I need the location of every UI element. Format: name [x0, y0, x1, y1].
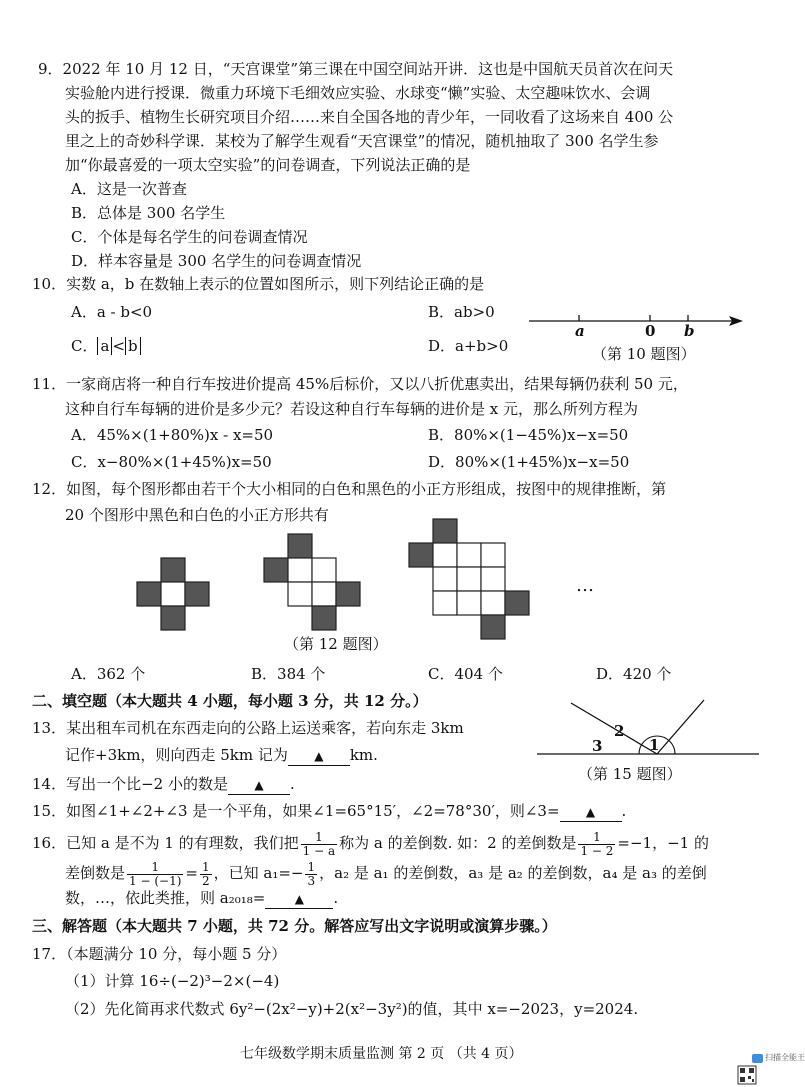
watermark-text: 扫描全能王 [765, 1053, 805, 1062]
number-line-label-b: b [684, 322, 695, 340]
q16-answer-blank[interactable]: ▲ [265, 889, 333, 909]
q12-figure-1 [136, 557, 212, 633]
q11-option-a: A．45%×(1+80%)x - x=50 [71, 426, 274, 444]
q16-line-1: 16．已知 a 是不为 1 的有理数，我们把 $\frac{1}{1 - a}$ 称为 a 的差倒数. 如：2 的差倒数是 $\frac{1}{1 - 2}$ =−1，−1 的 [32, 829, 709, 858]
q10-option-c: C． a < b [71, 334, 141, 358]
q13-line-1: 13．某出租车司机在东西走向的公路上运送乘客，若向东走 3km [32, 719, 464, 737]
q14-line: 14．写出一个比−2 小的数是 ▲ . [32, 775, 295, 793]
q16-fraction-definition: $\frac{1}{1 - a}$ [302, 829, 336, 858]
q16-fraction-example: $\frac{1}{1 - 2}$ [580, 829, 614, 858]
q10-option-a: A．a - b<0 [71, 303, 153, 321]
section-2-heading: 二、填空题（本大题共 4 小题，每小题 3 分，共 12 分。） [32, 692, 428, 710]
q11-option-b: B．80%×(1−45%)x−x=50 [428, 426, 629, 444]
q14-answer-blank[interactable]: ▲ [228, 775, 290, 795]
q9-option-b: B．总体是 300 名学生 [71, 204, 226, 222]
q16-fraction-half: $\frac{1}{2}$ [201, 859, 210, 888]
q12-ellipsis: … [576, 575, 594, 596]
q9-stem-line-5: 加“你最喜爱的一项太空实验”的问卷调查，下列说法正确的是 [65, 156, 471, 174]
q10-option-b: B．ab>0 [428, 303, 495, 321]
q11-stem-line-2: 这种自行车每辆的进价是多少元？若设这种自行车每辆的进价是 x 元，那么所列方程为 [65, 400, 638, 418]
q17-part-2: （2）先化简再求代数式 6y²−(2x²−y)+2(x²−3y²)的值，其中 x=−2023，y=2024. [65, 1000, 639, 1018]
q12-figure-2 [263, 533, 365, 635]
q11-option-c: C．x−80%×(1+45%)x=50 [71, 453, 272, 471]
q15-angle-figure [533, 697, 763, 767]
number-line-label-a: a [575, 322, 585, 340]
q12-caption: （第 12 题图） [284, 635, 388, 653]
q10-caption: （第 10 题图） [592, 345, 696, 363]
number-line-figure [525, 308, 750, 348]
q17-part-1: （1）计算 16÷(−2)³−2×(−4) [65, 972, 280, 990]
q11-stem-line-1: 11．一家商店将一种自行车按进价提高 45%后标价，又以八折优惠卖出，结果每辆仍获利 50 元， [32, 375, 688, 393]
q10-option-d: D．a+b>0 [428, 337, 509, 355]
number-line-label-0: 0 [645, 322, 656, 340]
q12-figure-3 [408, 518, 536, 646]
q16-line-2: 差倒数是 $\frac{1}{1 - (-1)}$ = $\frac{1}{2}$ ，已知 a₁=− $\frac{1}{3}$ ，a₂ 是 a₁ 的差倒数，a₃ 是 a₂ 的差倒数，a₄ 是 a₃ 的差倒 [65, 859, 707, 888]
section-3-heading: 三、解答题（本大题共 7 小题，共 72 分。解答应写出文字说明或演算步骤。） [32, 917, 557, 935]
q15-line: 15．如图∠1+∠2+∠3 是一个平角，如果∠1=65°15′，∠2=78°30′，则∠3= ▲ . [32, 802, 627, 820]
q16-fraction-neg-one: $\frac{1}{1 - (-1)}$ [129, 859, 182, 888]
q12-stem-line-2: 20 个图形中黑色和白色的小正方形共有 [65, 506, 329, 524]
q9-option-a: A．这是一次普查 [71, 180, 187, 198]
q12-option-c: C．404 个 [428, 665, 503, 683]
q13-line-2: 记作+3km，则向西走 5km 记为 ▲ km. [65, 746, 378, 764]
q9-stem-line-3: 头的扳手、植物生长研究项目介绍……来自全国各地的青少年，一同收看了这场来自 400 公 [65, 108, 674, 126]
q10-stem: 10．实数 a，b 在数轴上表示的位置如图所示，则下列结论正确的是 [32, 275, 485, 293]
q15-caption: （第 15 题图） [578, 765, 682, 783]
q16-fraction-third: $\frac{1}{3}$ [307, 859, 316, 888]
q12-stem-line-1: 12．如图，每个图形都由若干个大小相同的白色和黑色的小正方形组成，按图中的规律推断，第 [32, 480, 667, 498]
q9-stem-line-4: 里之上的奇妙科学课．某校为了解学生观看“天宫课堂”的情况，随机抽取了 300 名学生参 [65, 132, 659, 150]
q15-angle-label-1: 1 [649, 736, 660, 754]
qr-code-icon [738, 1066, 756, 1084]
q9-option-c: C．个体是每名学生的问卷调查情况 [71, 228, 308, 246]
q17-heading: 17．（本题满分 10 分，每小题 5 分） [32, 945, 287, 963]
page-footer: 七年级数学期末质量监测 第 2 页 （共 4 页） [240, 1046, 523, 1062]
q9-stem-line-2: 实验舱内进行授课．微重力环境下毛细效应实验、水球变“懒”实验、太空趣味饮水、会调 [65, 84, 651, 102]
q11-option-d: D．80%×(1+45%)x−x=50 [428, 453, 630, 471]
q9-option-d: D．样本容量是 300 名学生的问卷调查情况 [71, 252, 362, 270]
q15-answer-blank[interactable]: ▲ [560, 802, 622, 822]
q12-option-a: A．362 个 [71, 665, 146, 683]
q16-line-3: 数，…，依此类推，则 a₂₀₁₈= ▲ . [65, 889, 339, 907]
q9-stem-line-1: 9．2022 年 10 月 12 日，“天宫课堂”第三课在中国空间站开讲．这也是中国航天员首次在问天 [38, 60, 674, 78]
scanner-logo-icon [752, 1054, 763, 1063]
q13-answer-blank[interactable]: ▲ [288, 746, 350, 766]
q15-angle-label-3: 3 [592, 737, 603, 755]
q12-option-d: D．420 个 [596, 665, 672, 683]
q15-angle-label-2: 2 [614, 722, 625, 740]
q12-option-b: B．384 个 [251, 665, 326, 683]
